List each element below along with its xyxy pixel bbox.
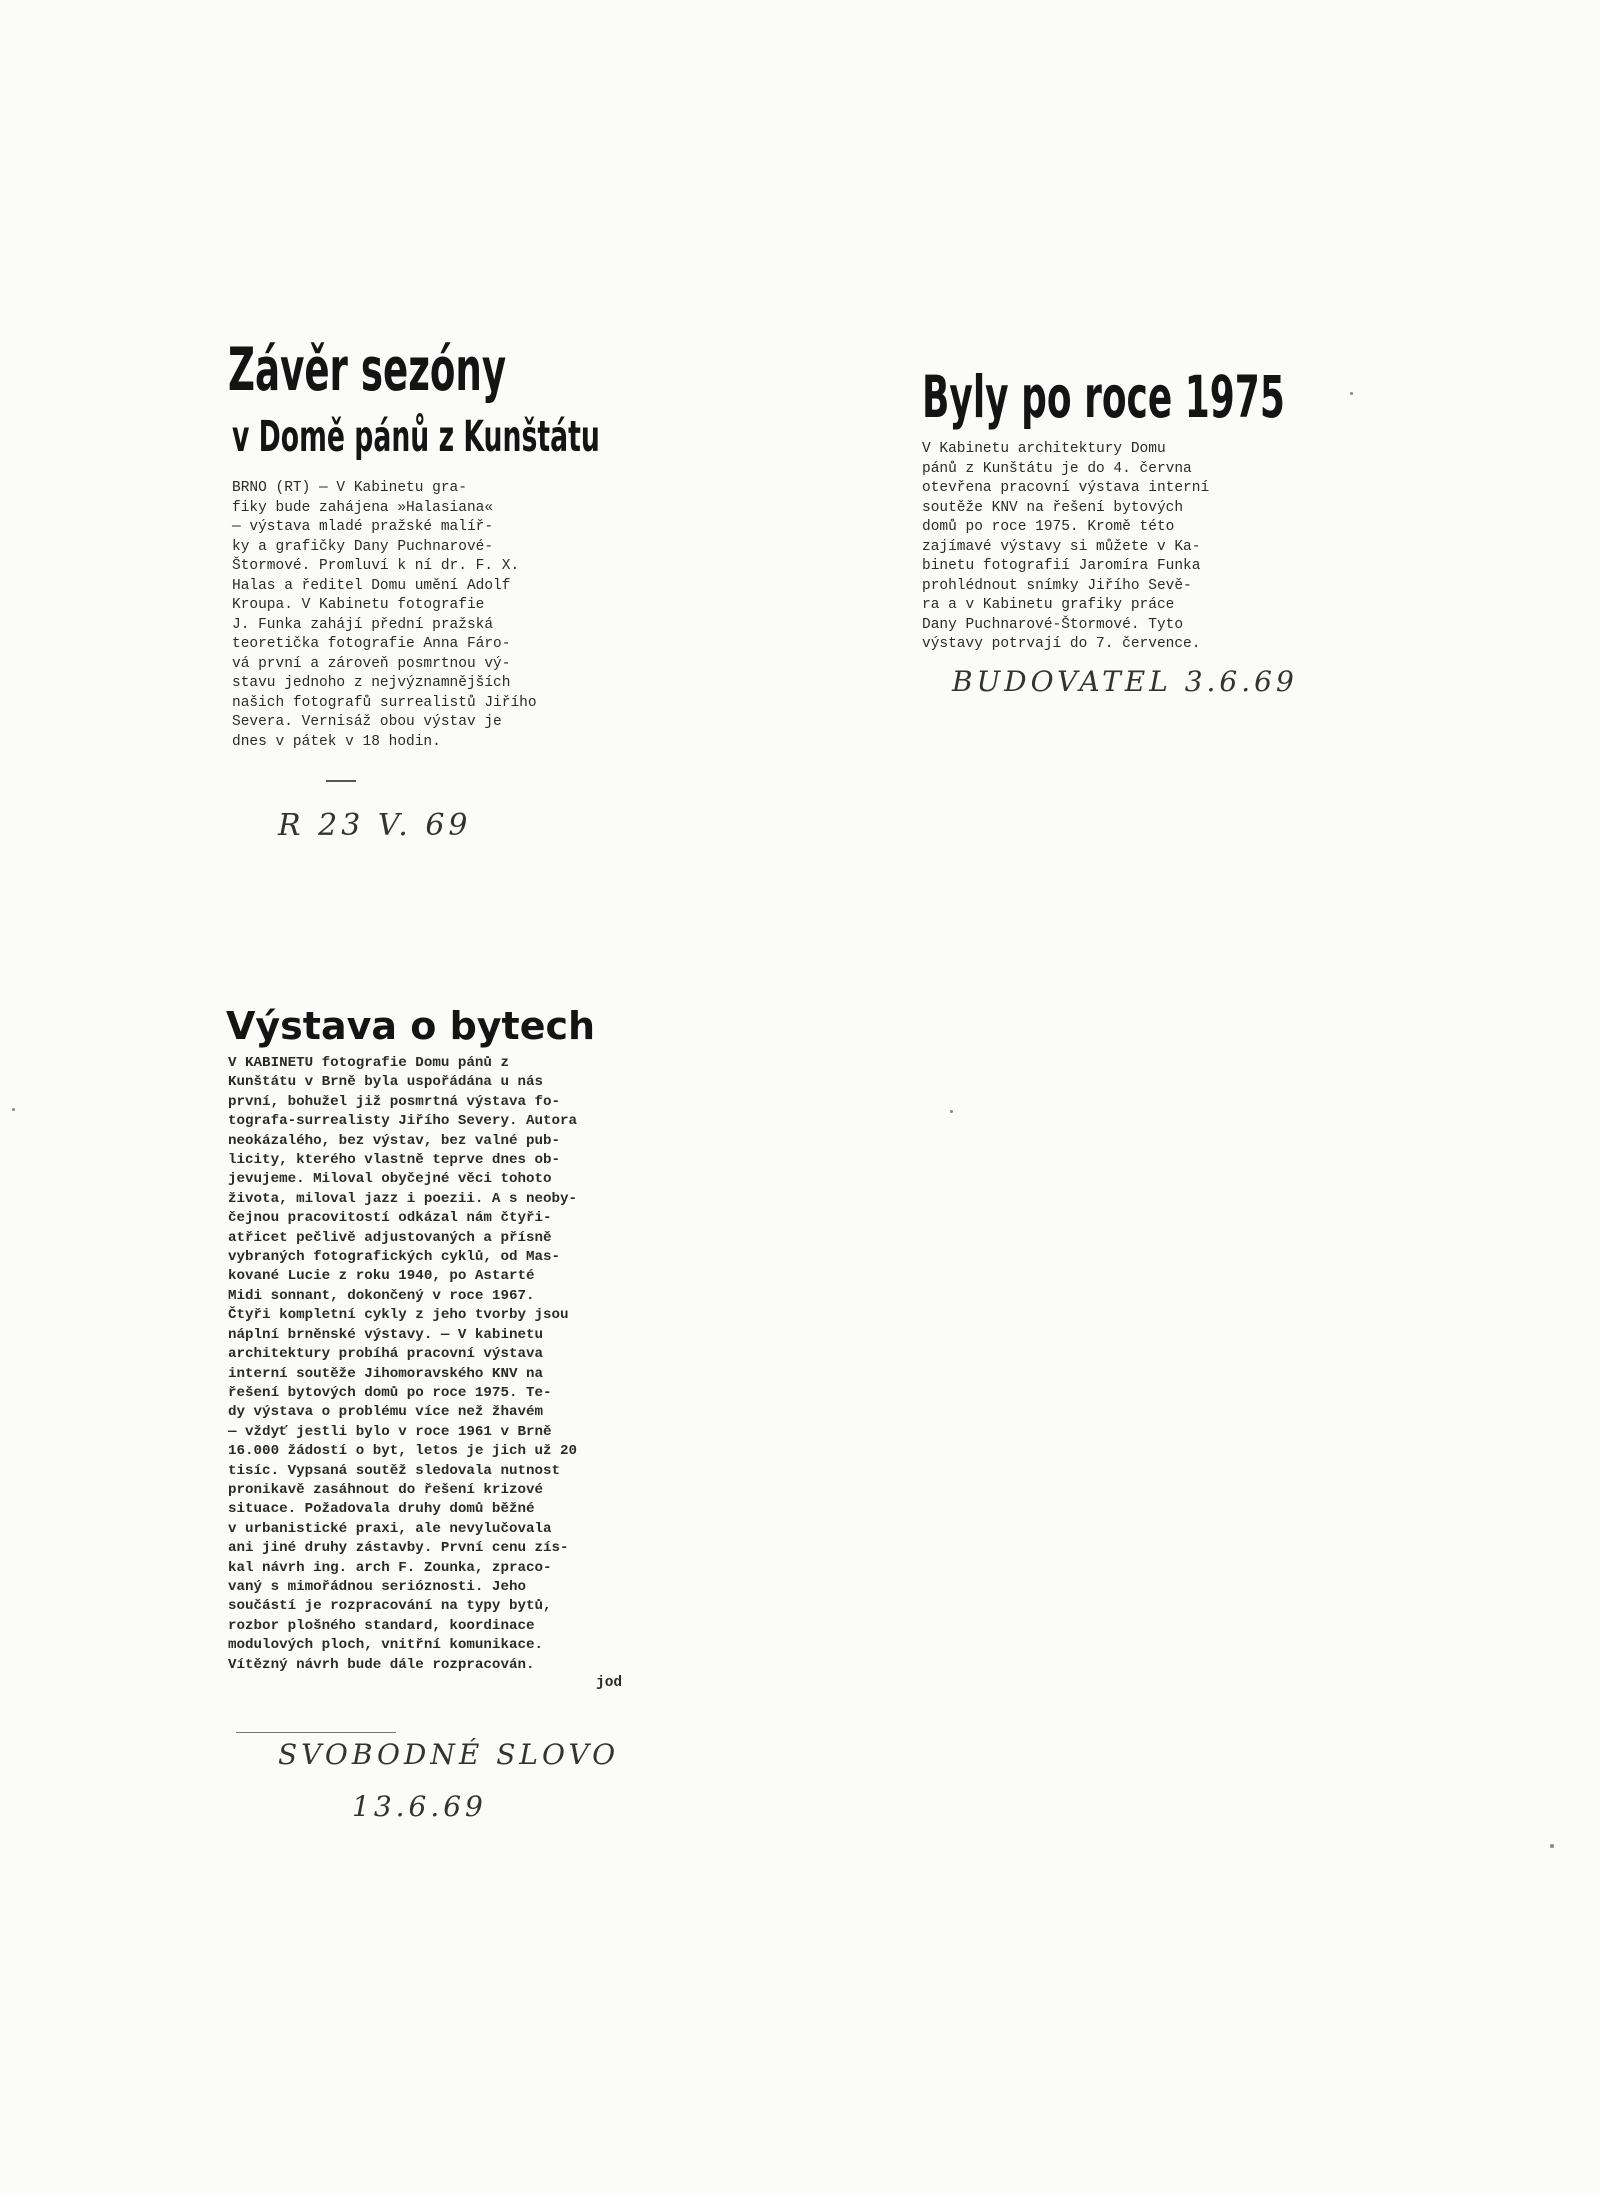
clipping-1-subtitle: v Domě pánů z Kunštátu bbox=[232, 412, 600, 462]
scan-speck bbox=[12, 1108, 15, 1111]
clipping-3-title: Výstava o bytech bbox=[226, 1004, 596, 1048]
clipping-zaver-sezony bbox=[228, 335, 600, 752]
clipping-1-body: BRNO (RT) — V Kabinetu gra- fiky bude zahájena »Halasiana« — výstava mladé pražské malíř- ky a grafičky Dany Puchnarové- Štormové. Promluví k ní dr. F. X. Halas a ředitel Domu umění Adolf Kroupa. V Kabinetu fotografie J. Funka zahájí přední pražská teoretička fotografie Anna Fáro- vá první a zároveň posmrtnou vý- stavu jednoho z nejvýznamnějších našich fotografů surrealistů Jiřího Severa. Vernisáž obou výstav je dnes v pátek v 18 hodin. bbox=[232, 480, 537, 750]
scan-speck bbox=[1550, 1844, 1554, 1848]
clipping-1-handwritten-note: R 23 V. 69 bbox=[278, 808, 472, 843]
clipping-2-body: V Kabinetu architektury Domu pánů z Kunštátu je do 4. června otevřena pracovní výstava interní soutěže KNV na řešení bytových domů po roce 1975. Kromě této zajímavé výstavy si můžete v Ka- binetu fotografií Jaromíra Funka prohlédnout snímky Jiřího Sevě- ra a v Kabinetu grafiky práce Dany Puchnarové-Štormové. Tyto výstavy potrvají do 7. července. bbox=[922, 441, 1210, 652]
scan-speck bbox=[1350, 392, 1353, 395]
clipping-1-title: Závěr sezóny bbox=[228, 335, 507, 405]
clipping-3-handwritten-note-line2: 13.6.69 bbox=[352, 1790, 487, 1823]
clipping-1-short-rule bbox=[326, 780, 356, 782]
scan-speck bbox=[950, 1110, 953, 1113]
clipping-vystava-o-bytech bbox=[226, 1004, 666, 1691]
clipping-byly-po-roce-1975 bbox=[922, 363, 1285, 655]
clipping-2-handwritten-note: BUDOVATEL 3.6.69 bbox=[952, 665, 1298, 698]
clipping-3-signature: jod bbox=[596, 1675, 623, 1691]
clipping-3-body: V KABINETU fotografie Domu pánů z Kunštátu v Brně byla uspořádána u nás první, bohužel již posmrtná výstava fo- tografa-surrealisty Jiřího Severy. Autora neokázalého, bez výstav, bez valné pub- licity, kterého vlastně teprve dnes ob- jevujeme. Miloval obyčejné věci tohoto života, miloval jazz i poezii. A s neoby- čejnou pracovitostí odkázal nám čtyři- atřicet pečlivě adjustovaných a přísně vybraných fotografických cyklů, od Mas- kované Lucie z roku 1940, po Astarté Midi sonnant, dokončený v roce 1967. Čtyři kompletní cykly z jeho tvorby jsou náplní brněnské výstavy. — V kabinetu architektury probíhá pracovní výstava interní soutěže Jihomoravského KNV na řešení bytových domů po roce 1975. Te- dy výstava o problému více než žhavém — vždyť jestli bylo v roce 1961 v Brně 16.000 žádostí o byt, letos je jich už 20 tisíc. Vypsaná soutěž sledovala nutnost pronikavě zasáhnout do řešení krizové situace. Požadovala druhy domů běžné v urbanistické praxi, ale nevylučovala ani jiné druhy zástavby. První cenu zís- kal návrh ing. arch F. Zounka, zpraco- vaný s mimořádnou serióznosti. Jeho součástí je rozpracování na typy bytů, rozbor plošného standard, koordinace modulových ploch, vnitřní komunikace. Vítězný návrh bude dále rozpracován. bbox=[228, 1055, 578, 1673]
clipping-3-bottom-rule bbox=[236, 1732, 396, 1733]
clipping-2-title: Byly po roce 1975 bbox=[922, 363, 1285, 431]
clipping-3-handwritten-note-line1: SVOBODNÉ SLOVO bbox=[278, 1738, 620, 1771]
